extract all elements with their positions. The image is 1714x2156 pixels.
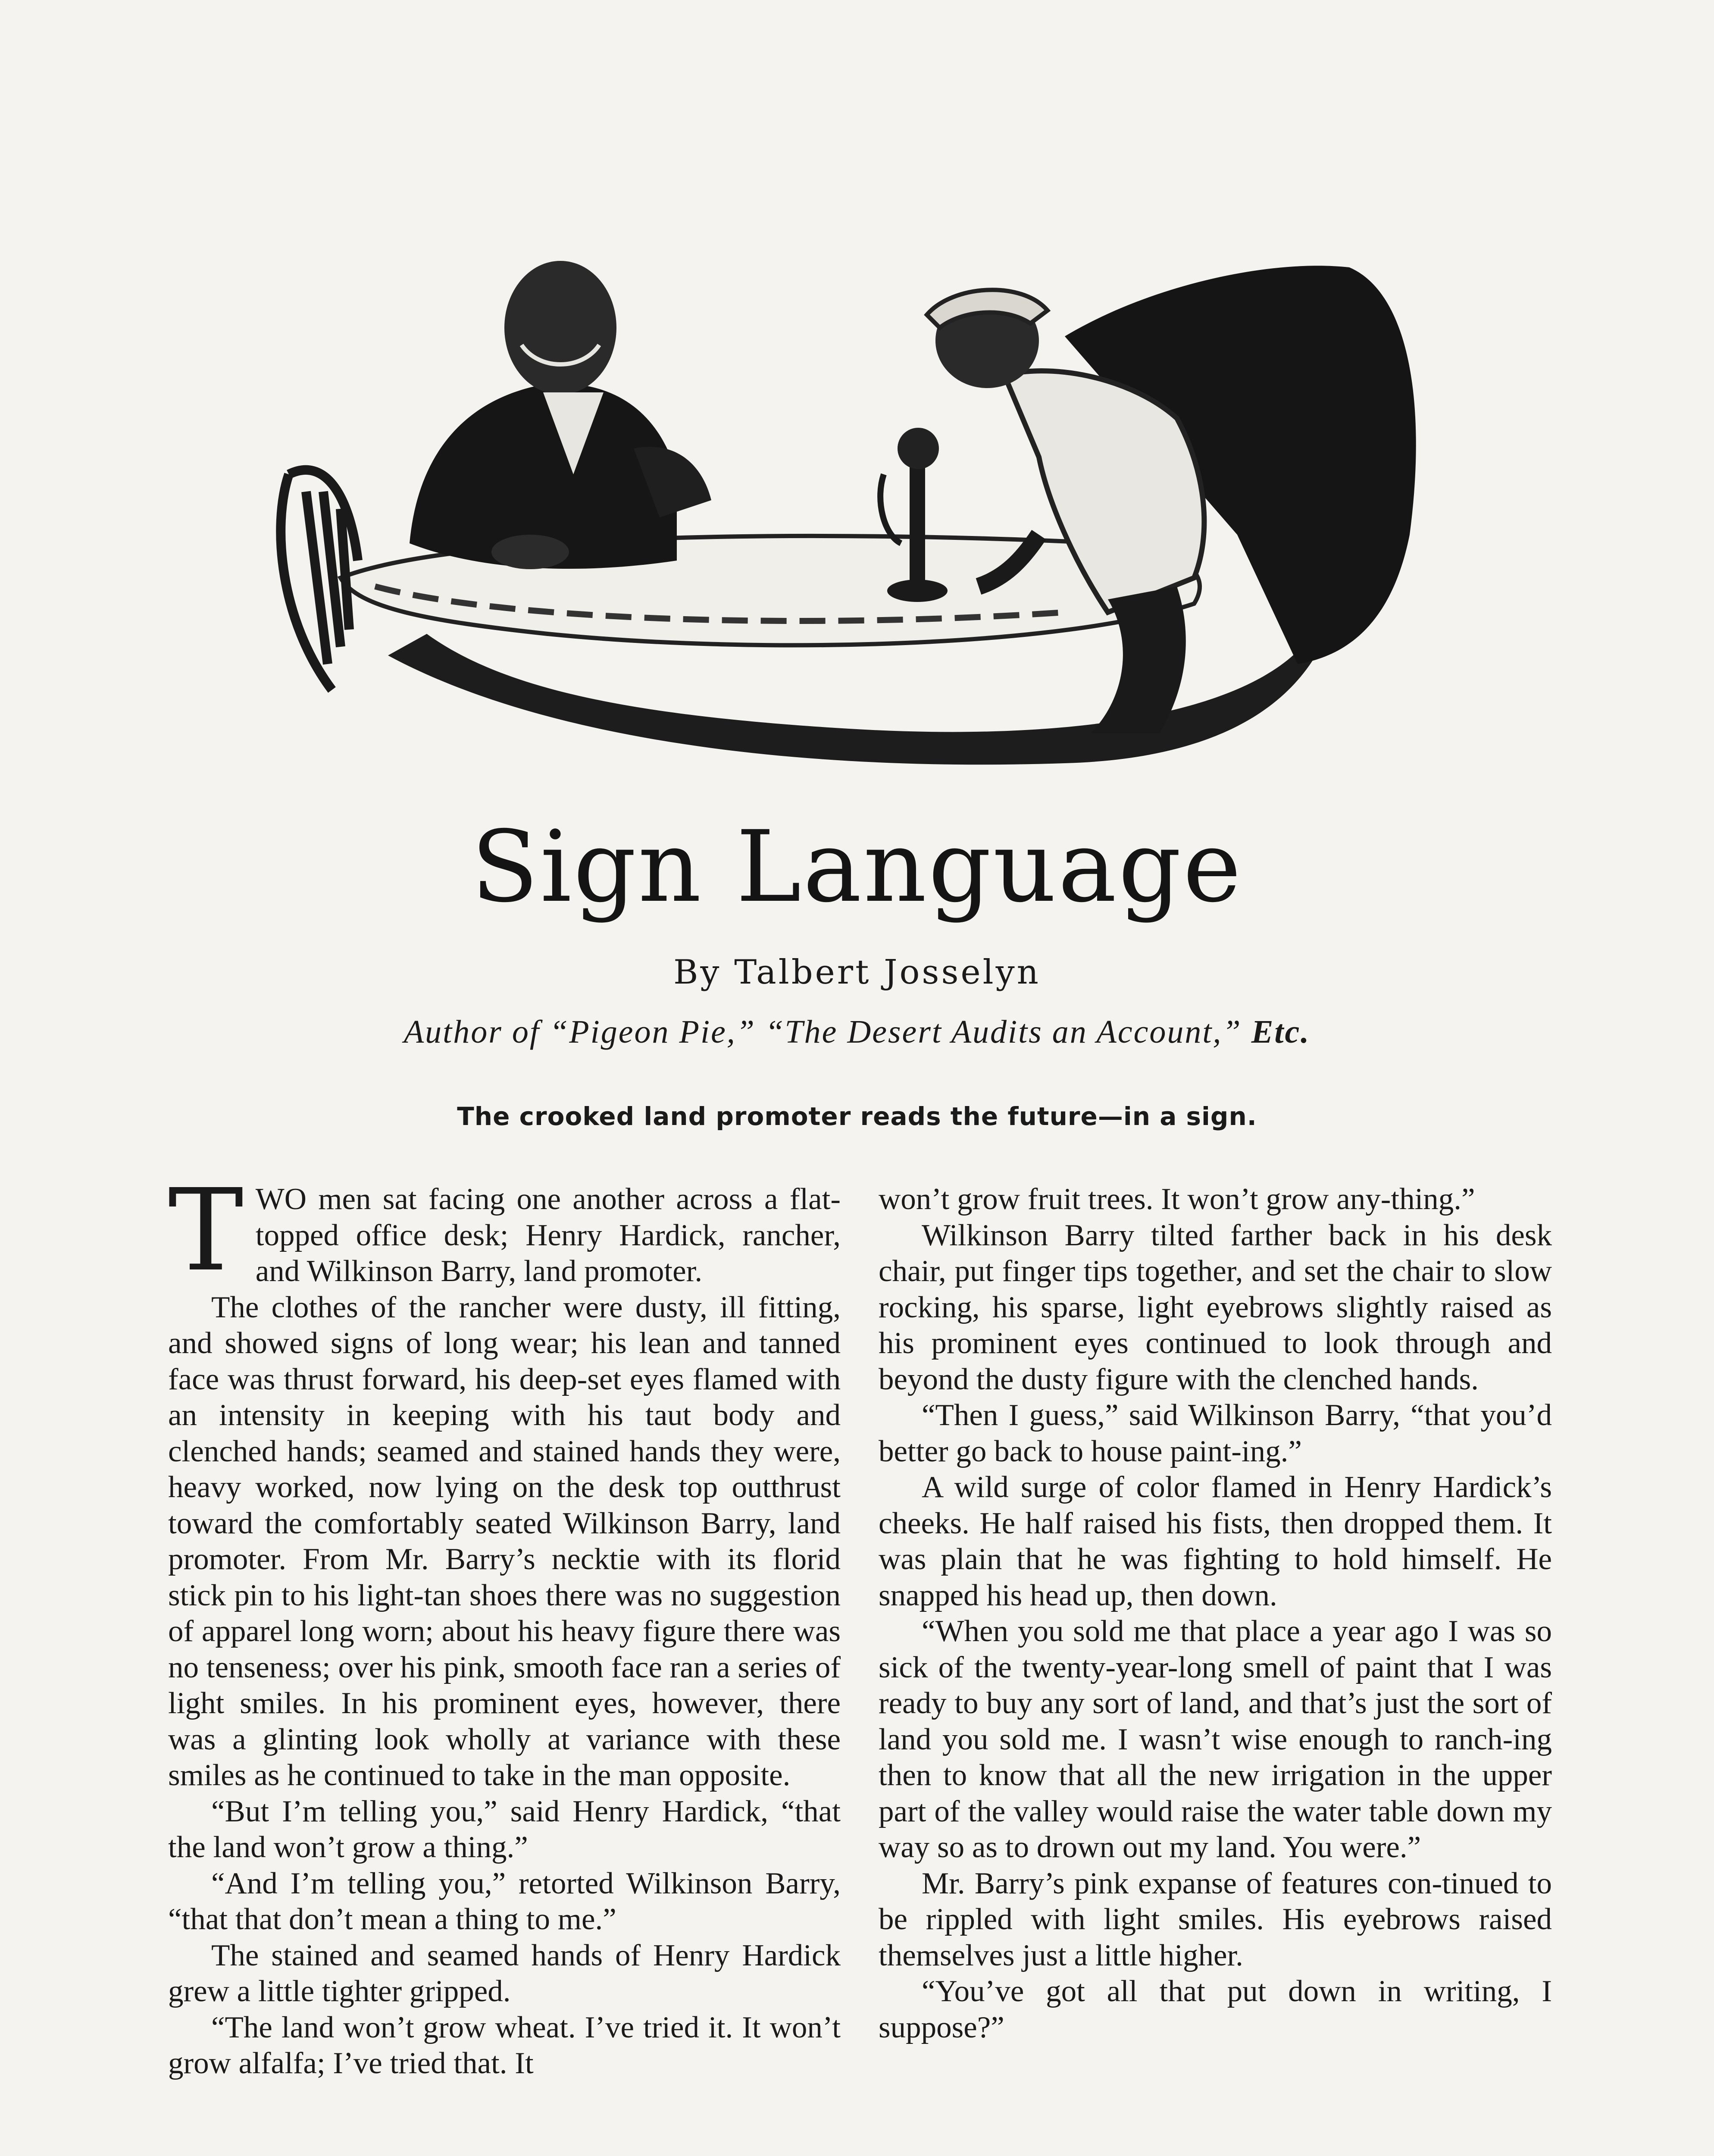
paragraph: “Then I guess,” said Wilkinson Barry, “that you’d better go back to house paint-ing.” (879, 1398, 1552, 1468)
paragraph: “And I’m telling you,” retorted Wilkinson Barry, “that that don’t mean a thing to me.” (168, 1866, 841, 1936)
credits-prefix: Author of (403, 1014, 540, 1050)
paragraph: A wild surge of color flamed in Henry Hardick’s cheeks. He half raised his fists, then dropped them. It was plain that he was fighting to hold himself. He snapped his head up, then down. (879, 1470, 1552, 1612)
paragraph: won’t grow fruit trees. It won’t grow any-thing.” (879, 1182, 1475, 1216)
credits-work-2: “The Desert Audits an Account,” (765, 1014, 1242, 1050)
column-left (168, 1165, 841, 2082)
paragraph: “But I’m telling you,” said Henry Hardick, “that the land won’t grow a thing.” (168, 1794, 841, 1864)
wooden-chair (281, 470, 358, 690)
paragraph: “You’ve got all that put down in writing, I suppose?” (879, 1974, 1552, 2044)
credits-etc: Etc. (1251, 1014, 1311, 1050)
drop-cap: T (168, 1165, 244, 1296)
paragraph: The stained and seamed hands of Henry Hardick grew a little tighter gripped. (168, 1938, 841, 2008)
paragraph-text: WO men sat facing one another across a flat-topped office desk; Henry Hardick, rancher, and Wilkinson Barry, land promoter. (255, 1182, 841, 1288)
column-right (879, 1181, 1552, 2046)
paragraph: “When you sold me that place a year ago I was so sick of the twenty-year-long smell of paint that I was ready to buy any sort of land, and that’s just the sort of land you sold me. I wasn’t wise enough to ranch-ing then to know that all the new irrigation in the upper part of the valley would raise the water table down my way so as to drown out my land. You were.” (879, 1614, 1552, 1864)
seated-man-figure (410, 261, 711, 569)
paragraph (168, 1165, 841, 1296)
story-teaser: The crooked land promoter reads the future—in a sign. (457, 1102, 1257, 1131)
author-credits (0, 1013, 1714, 1051)
story-illustration (246, 233, 1479, 780)
standing-man-figure (927, 266, 1416, 733)
paragraph: The clothes of the rancher were dusty, ill fitting, and showed signs of long wear; his lean and tanned face was thrust forward, his deep-set eyes flamed with an intensity in keeping with his taut body and clenched hands; seamed and stained hands they were, heavy worked, now lying on the desk top outthrust toward the comfortably seated Wilkinson Barry, land promoter. From Mr. Barry’s necktie with its florid stick pin to his light-tan shoes there was no suggestion of apparel long worn; about his heavy figure there was no tenseness; over his pink, smooth face ran a series of light smiles. In his prominent eyes, however, there was a glinting look wholly at variance with these smiles as he continued to take in the man opposite. (168, 1290, 841, 1792)
paragraph: Wilkinson Barry tilted farther back in his desk chair, put finger tips together, and set the chair to slow rocking, his sparse, light eyebrows slightly raised as his prominent eyes continued to look through and beyond the dusty figure with the clenched hands. (879, 1218, 1552, 1396)
paragraph: Mr. Barry’s pink expanse of features con-tinued to be rippled with light smiles. His eyebrows raised themselves just a little higher. (879, 1866, 1552, 1972)
credits-work-1: “Pigeon Pie,” (549, 1014, 756, 1050)
story-title: Sign Language (471, 809, 1243, 924)
paragraph: “The land won’t grow wheat. I’ve tried it. It won’t grow alfalfa; I’ve tried that. It (168, 2010, 841, 2080)
byline: By Talbert Josselyn (673, 953, 1041, 992)
